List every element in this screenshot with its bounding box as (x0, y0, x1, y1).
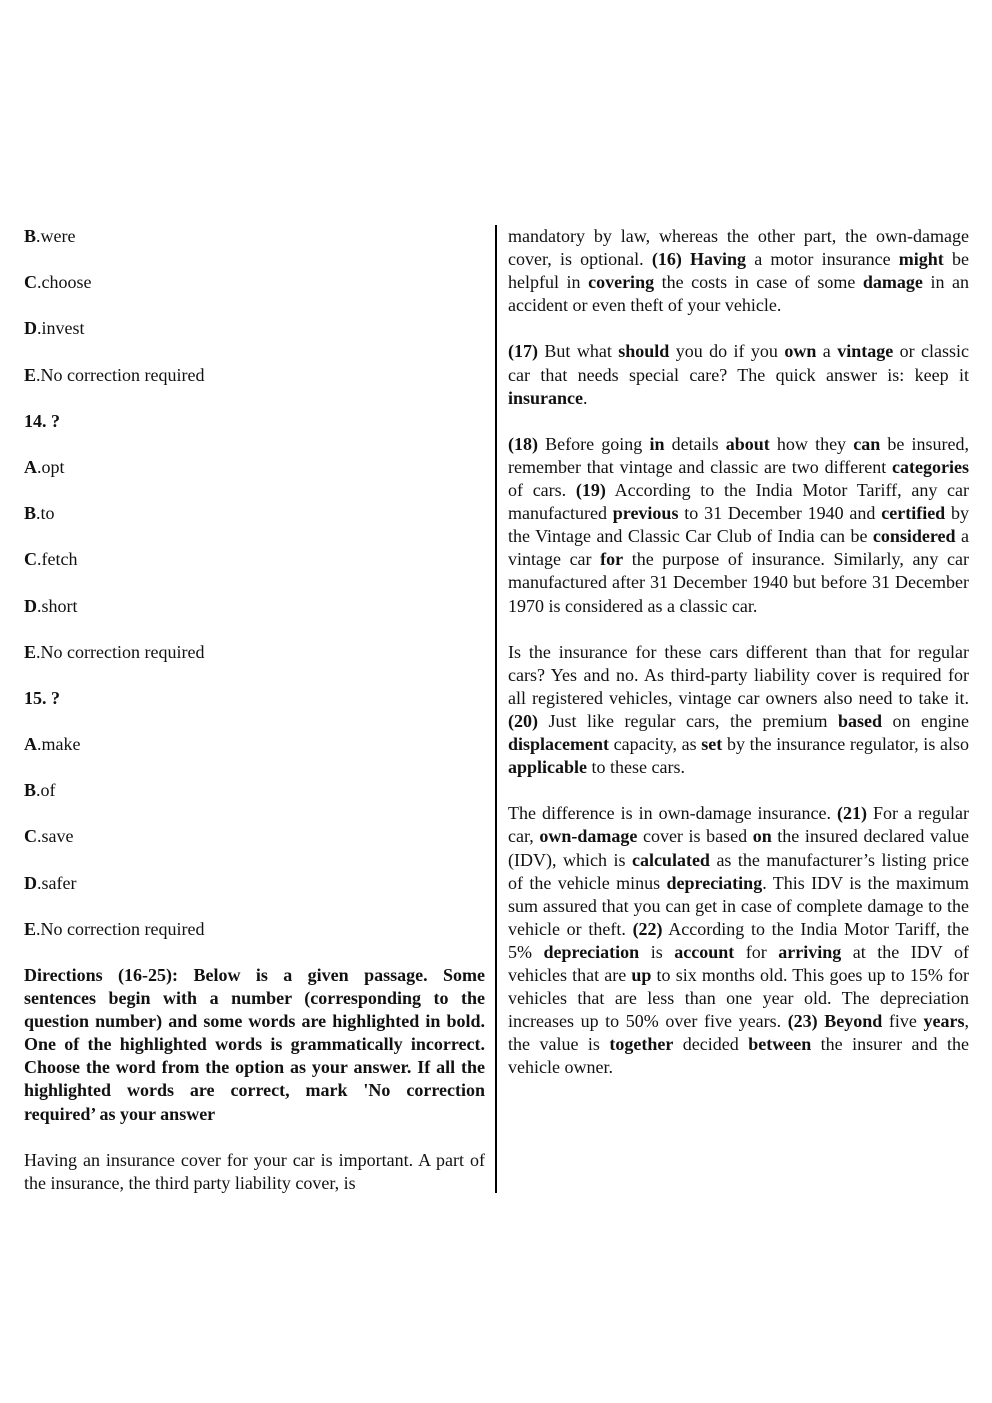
highlighted-word: (21) (837, 803, 868, 824)
highlighted-word: years (923, 1011, 965, 1032)
passage-text: According to the India Motor Tariff, the 5% (508, 918, 969, 962)
passage-text: to six months old. This goes up to 15% for vehicles that are less than one year old. The depreciation increases up to 50% over five years. (508, 965, 969, 1032)
passage-paragraph (508, 802, 969, 1079)
passage-text: in an accident or even theft of your vehicle. (508, 272, 969, 316)
passage-text: Is the insurance for these cars different than that for regular cars? Yes and no. As third-party liability cover is required for all registered vehicles, vintage car owners also need to take it. (508, 641, 969, 708)
option-letter: C (24, 826, 37, 847)
document-page (0, 225, 992, 1193)
highlighted-word: certified (881, 503, 946, 524)
option-letter: A (24, 734, 37, 755)
question-number (24, 687, 485, 710)
highlighted-word: insurance (508, 387, 584, 408)
highlighted-word: (20) (508, 710, 538, 731)
passage-text: to these cars. (587, 757, 685, 778)
passage-text: Just like regular cars, the premium (538, 710, 838, 731)
answer-option (24, 225, 485, 248)
passage-text: by the Vintage and Classic Car Club of India can be (508, 503, 970, 547)
right-column (508, 225, 969, 1103)
column-divider (495, 225, 497, 1193)
passage-text: details (664, 433, 726, 454)
passage-text: a (816, 341, 838, 362)
question-number (24, 410, 485, 433)
option-letter: B (24, 226, 37, 246)
option-text: .to (36, 503, 55, 524)
highlighted-word: set (701, 734, 723, 755)
question-label: 14. ? (24, 410, 60, 431)
passage-text: on engine (882, 710, 969, 731)
highlighted-word: depreciation (543, 941, 640, 962)
option-text: .choose (37, 272, 92, 293)
passage-text: . This IDV is the maximum sum assured that you can get in case of complete damage to the vehicle or theft. (508, 872, 969, 939)
passage-paragraph (508, 225, 969, 317)
highlighted-word: might (898, 249, 944, 270)
highlighted-word: calculated (631, 849, 710, 870)
option-text: .opt (37, 456, 65, 477)
answer-option (24, 364, 485, 387)
passage-text: But what (538, 341, 619, 362)
left-column (24, 225, 485, 1193)
answer-option (24, 548, 485, 571)
passage-text: or classic car that needs special care? The quick answer is: keep it (508, 341, 969, 385)
passage-text: by the insurance regulator, is also (722, 734, 969, 755)
answer-option (24, 918, 485, 941)
answer-option (24, 317, 485, 340)
answer-option (24, 456, 485, 479)
highlighted-word: considered (872, 526, 956, 547)
option-letter: C (24, 549, 37, 570)
passage-text: how they (769, 433, 854, 454)
highlighted-word: own-damage (539, 826, 638, 847)
highlighted-word: about (725, 433, 770, 454)
answer-option (24, 595, 485, 618)
highlighted-word: (19) (575, 480, 606, 501)
option-letter: E (24, 918, 37, 939)
answer-option (24, 271, 485, 294)
passage-text: to 31 December 1940 and (678, 503, 882, 524)
highlighted-word: account (674, 941, 735, 962)
passage-text: at the IDV of vehicles that are (508, 941, 969, 985)
option-letter: D (24, 872, 37, 893)
option-text: .invest (37, 318, 85, 339)
highlighted-word: previous (612, 503, 679, 524)
passage-text: you do if you (669, 341, 785, 362)
option-letter: B (24, 503, 37, 524)
highlighted-word: applicable (508, 757, 588, 778)
highlighted-word: based (837, 710, 882, 731)
option-letter: D (24, 595, 37, 616)
option-text: .short (37, 595, 78, 616)
highlighted-word: displacement (508, 734, 609, 755)
option-text: .were (36, 226, 76, 246)
passage-text: the insured declared value (IDV), which is (508, 826, 969, 870)
passage-text: the costs in case of some (654, 272, 863, 293)
highlighted-word: categories (892, 456, 969, 477)
passage-text: the purpose of insurance. Similarly, any car manufactured after 31 December 1940 but before 31 December 1970 is considered as a classic car. (508, 549, 970, 616)
passage-text: of cars. (508, 480, 576, 501)
option-letter: A (24, 456, 37, 477)
highlighted-word: vintage (837, 341, 894, 362)
directions-text: Directions (16-25): Below is a given passage. Some sentences begin with a number (corresponding to the question number) and some words are highlighted in bold. One of the highlighted words is grammatically incorrect. Choose the word from the option as your answer. If all the highlighted words are correct, mark 'No correction required’ as your answer (24, 965, 485, 1124)
highlighted-word: between (748, 1034, 812, 1055)
option-letter: B (24, 780, 37, 801)
passage-text: According to the India Motor Tariff, any car manufactured (508, 480, 969, 524)
highlighted-word: can (853, 433, 881, 454)
passage-text: as the manufacturer’s listing price of the vehicle minus (508, 849, 969, 893)
passage-text: The difference is in own-damage insurance. (508, 803, 838, 824)
option-text: .save (37, 826, 74, 847)
passage-text: a vintage car (508, 526, 969, 570)
passage-text: For a regular car, (508, 803, 969, 847)
answer-option (24, 779, 485, 802)
highlighted-word: covering (588, 272, 655, 293)
passage-paragraph (508, 641, 969, 780)
option-text: .fetch (37, 549, 78, 570)
highlighted-word: on (752, 826, 772, 847)
option-text: .No correction required (36, 641, 205, 662)
highlighted-word: arriving (778, 941, 842, 962)
highlighted-word: (18) (508, 433, 538, 454)
passage-text: mandatory by law, whereas the other part, the own-damage cover, is optional. (508, 226, 969, 270)
highlighted-word: damage (862, 272, 923, 293)
passage-text: cover is based (637, 826, 753, 847)
option-text: .No correction required (36, 364, 205, 385)
answer-option (24, 733, 485, 756)
passage-text: a motor insurance (746, 249, 899, 270)
highlighted-word: up (631, 965, 652, 985)
option-text: .make (37, 734, 81, 755)
answer-option (24, 825, 485, 848)
passage-text: decided (673, 1034, 749, 1055)
answer-option (24, 502, 485, 525)
option-text: .of (36, 780, 56, 801)
passage-text: is (639, 941, 675, 962)
highlighted-word: (23) Beyond (787, 1011, 883, 1032)
highlighted-word: for (600, 549, 624, 570)
highlighted-word: (22) (632, 918, 663, 939)
highlighted-word: should (618, 341, 670, 362)
passage-text: the insurer and the vehicle owner. (508, 1034, 969, 1078)
highlighted-word: (17) (508, 341, 538, 362)
passage-text: Before going (538, 433, 650, 454)
answer-option (24, 872, 485, 895)
highlighted-word: own (784, 341, 817, 362)
option-letter: E (24, 364, 37, 385)
passage-text: be helpful in (508, 249, 969, 293)
passage-paragraph (508, 433, 969, 618)
question-label: 15. ? (24, 687, 60, 708)
passage-paragraph (508, 340, 969, 409)
highlighted-word: depreciating (666, 872, 763, 893)
option-letter: E (24, 641, 37, 662)
passage-text: . (583, 387, 588, 408)
option-text: .No correction required (36, 918, 205, 939)
highlighted-word: together (609, 1034, 674, 1055)
passage-text: for (734, 941, 779, 962)
passage-text: , the value is (508, 1011, 970, 1055)
highlighted-word: (16) Having (651, 249, 747, 270)
option-letter: D (24, 318, 37, 339)
passage-text: capacity, as (609, 734, 702, 755)
passage-text: five (882, 1011, 924, 1032)
passage-text: be insured, remember that vintage and classic are two different (508, 433, 969, 477)
option-text: .safer (37, 872, 77, 893)
highlighted-word: in (649, 433, 665, 454)
passage-intro: Having an insurance cover for your car is important. A part of the insurance, the third party liability cover, is (24, 1149, 485, 1193)
option-letter: C (24, 272, 37, 293)
answer-option (24, 641, 485, 664)
